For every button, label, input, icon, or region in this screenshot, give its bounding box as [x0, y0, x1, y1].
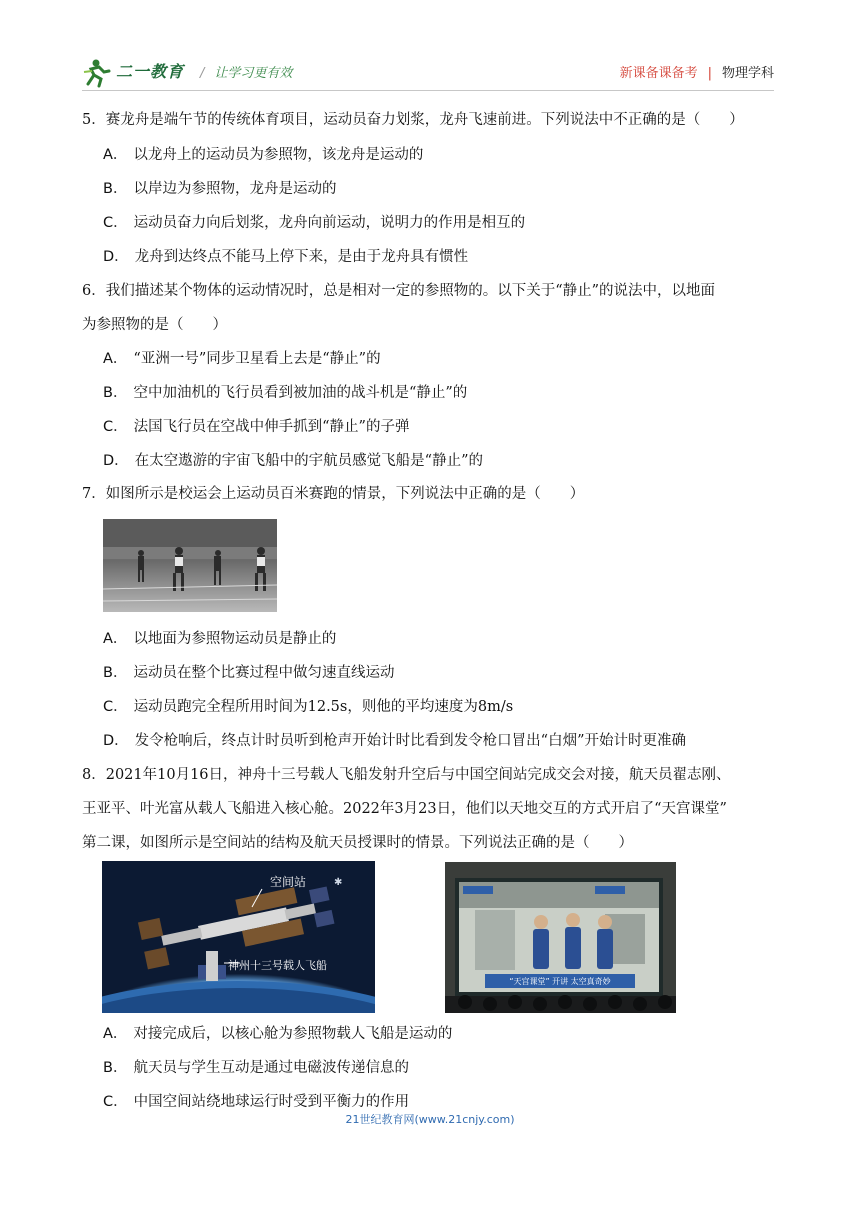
- page-header: [82, 54, 774, 94]
- q7-option-b: B． 运动员在整个比赛过程中做匀速直线运动: [103, 665, 395, 681]
- space-classroom-photo: [445, 862, 676, 1013]
- q6-stem-line1: 6．我们描述某个物体的运动情况时，总是相对一定的参照物的。以下关于“静止”的说法中，以地面: [82, 283, 716, 299]
- sprint-race-photo: [103, 519, 277, 612]
- q6-option-c: C． 法国飞行员在空战中伸手抓到“静止”的子弹: [103, 419, 410, 435]
- q8-option-b: B． 航天员与学生互动是通过电磁波传递信息的: [103, 1060, 409, 1076]
- q5-option-b: B． 以岸边为参照物，龙舟是运动的: [103, 181, 337, 197]
- slogan: / 让学习更有效: [200, 66, 293, 81]
- ship-label: 神州十三号载人飞船: [228, 959, 327, 972]
- q7-stem: 7．如图所示是校运会上运动员百米赛跑的情景，下列说法中正确的是（ ）: [82, 486, 585, 502]
- page-footer[interactable]: 21世纪教育网(www.21cnjy.com): [345, 1113, 515, 1126]
- q6-option-b: B． 空中加油机的飞行员看到被加油的战斗机是“静止”的: [103, 385, 468, 401]
- header-course-tag: 新课备课备考: [619, 66, 698, 81]
- q6-option-a: A． “亚洲一号”同步卫星看上去是“静止”的: [103, 351, 381, 367]
- q5-option-d: D． 龙舟到达终点不能马上停下来，是由于龙舟具有惯性: [103, 249, 469, 265]
- q7-option-a: A． 以地面为参照物运动员是静止的: [103, 631, 337, 647]
- q6-option-d: D． 在太空遨游的宇宙飞船中的宇航员感觉飞船是“静止”的: [103, 453, 483, 469]
- q5-stem: 5．赛龙舟是端午节的传统体育项目，运动员奋力划浆，龙舟飞速前进。下列说法中不正确的是（ ）: [82, 112, 744, 128]
- q8-option-c: C． 中国空间站绕地球运行时受到平衡力的作用: [103, 1094, 410, 1110]
- q7-option-c: C． 运动员跑完全程所用时间为12.5s，则他的平均速度为8m/s: [103, 699, 514, 715]
- q8-stem-line2: 王亚平、叶光富从载人飞船进入核心舱。2022年3月23日，他们以天地交互的方式开启了“天宫课堂”: [82, 801, 727, 817]
- screen-caption: “天宫课堂” 开讲 太空真奇妙: [509, 977, 611, 986]
- header-subject-tag: 物理学科: [721, 66, 774, 81]
- header-subject: 新课备课备考 | 物理学科: [619, 66, 774, 81]
- brand-name: 二一教育: [116, 62, 185, 81]
- q8-stem-line3: 第二课，如图所示是空间站的结构及航天员授课时的情景。下列说法正确的是（ ）: [82, 835, 633, 851]
- q5-option-a: A． 以龙舟上的运动员为参照物，该龙舟是运动的: [103, 147, 424, 163]
- space-station-figure: [102, 861, 375, 1013]
- header-divider: [82, 90, 774, 91]
- svg-text:✱: ✱: [334, 877, 343, 888]
- q7-option-d: D． 发令枪响后，终点计时员听到枪声开始计时比看到发令枪口冒出“白烟”开始计时更准确: [103, 733, 686, 749]
- q8-stem-line1: 8．2021年10月16日，神舟十三号载人飞船发射升空后与中国空间站完成交会对接，航天员翟志刚、: [82, 767, 731, 783]
- station-label: 空间站: [270, 875, 307, 889]
- q8-option-a: A． 对接完成后，以核心舱为参照物载人飞船是运动的: [103, 1026, 453, 1042]
- q5-option-c: C． 运动员奋力向后划浆，龙舟向前运动，说明力的作用是相互的: [103, 215, 526, 231]
- q6-stem-line2: 为参照物的是（ ）: [82, 317, 227, 333]
